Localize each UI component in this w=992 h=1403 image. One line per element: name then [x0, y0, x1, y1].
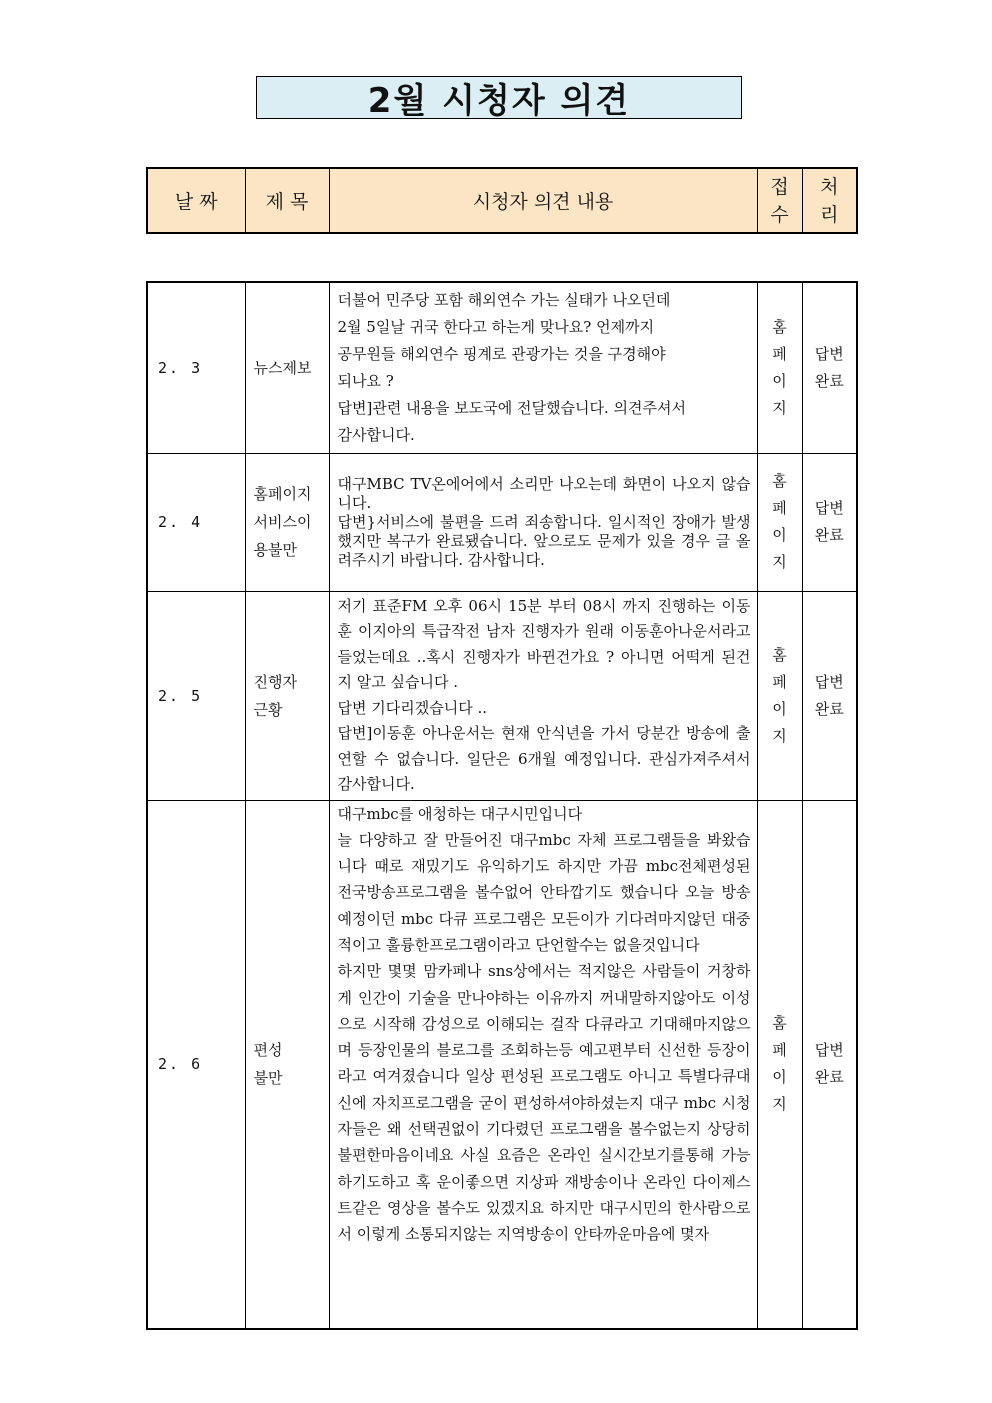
received-char: 페 — [772, 499, 787, 517]
header-date: 날 짜 — [147, 168, 245, 233]
content-line: 답변]관련 내용을 보도국에 전달했습니다. 의견주셔서 — [337, 398, 686, 417]
processed-line: 답변 — [814, 499, 844, 517]
header-processed-1: 처 — [820, 175, 839, 198]
received-char: 홈 — [772, 317, 787, 336]
row-content — [329, 800, 757, 1329]
content-line: 대구mbc를 애청하는 대구시민입니다 — [337, 804, 583, 823]
table-row — [147, 453, 857, 591]
header-subject: 제 목 — [245, 168, 329, 233]
header-received — [757, 168, 802, 233]
row-date: 2. 4 — [147, 453, 245, 591]
row-content — [329, 591, 757, 800]
content-line: 답변}서비스에 불편을 드려 죄송합니다. 일시적인 장애가 발생했지만 복구가 완료됐습니다. 앞으로도 문제가 있을 경우 글 올려주시기 바랍니다. 감사합니다. — [337, 512, 751, 569]
row-processed — [802, 282, 857, 453]
received-char: 홈 — [772, 1014, 787, 1033]
header-received-1: 접 — [770, 175, 789, 198]
row-received — [757, 591, 802, 800]
row-date: 2. 6 — [147, 800, 245, 1329]
content-line: 답변 기다리겠습니다 .. — [337, 698, 487, 717]
row-subject-line: 뉴스제보 — [253, 358, 312, 377]
opinions-table — [146, 281, 858, 1330]
processed-line: 완료 — [814, 699, 844, 718]
received-char: 이 — [772, 526, 787, 544]
processed-line: 답변 — [814, 1041, 844, 1060]
received-char: 지 — [772, 398, 787, 417]
row-subject-line: 편성 — [253, 1041, 283, 1060]
row-processed — [802, 453, 857, 591]
content-line: 되나요 ? — [337, 371, 394, 390]
content-line: 감사합니다. — [337, 425, 415, 444]
content-line: 2월 5일날 귀국 한다고 하는게 맞나요? 언제까지 — [337, 317, 655, 336]
row-subject — [245, 453, 329, 591]
row-content — [329, 453, 757, 591]
processed-line: 답변 — [814, 672, 844, 691]
content-line: 답변]이동훈 아나운서는 현재 안식년을 가서 당분간 방송에 출연할 수 없습니다. 일단은 6개월 예정입니다. 관심가져주셔서 감사합니다. — [337, 724, 751, 793]
row-subject-line: 근황 — [253, 700, 283, 719]
row-subject — [245, 282, 329, 453]
row-subject-line: 진행자 — [253, 672, 297, 691]
processed-line: 완료 — [814, 371, 844, 390]
header-processed — [802, 168, 857, 233]
header-received-2: 수 — [770, 203, 789, 226]
row-content — [329, 282, 757, 453]
table-row — [147, 591, 857, 800]
row-processed — [802, 800, 857, 1329]
received-char: 홈 — [772, 472, 787, 490]
received-char: 지 — [772, 553, 787, 571]
row-processed — [802, 591, 857, 800]
header-processed-2: 리 — [820, 203, 839, 226]
header-content: 시청자 의견 내용 — [329, 168, 757, 233]
received-char: 페 — [772, 1041, 787, 1060]
row-subject — [245, 800, 329, 1329]
processed-line: 완료 — [814, 526, 844, 544]
table-row — [147, 800, 857, 1329]
row-subject-line: 불만 — [253, 1069, 283, 1088]
row-subject-line: 서비스이 — [253, 513, 312, 531]
row-received — [757, 453, 802, 591]
content-line: 저기 표준FM 오후 06시 15분 부터 08시 까지 진행하는 이동훈 이지아의 특급작전 남자 진행자가 원래 이동훈아나운서라고 들었는데요 ..혹시 진행자가 바뀐건가요 ? 아니면 어떡게 된건지 알고 싶습니다 . — [337, 596, 751, 691]
content-line: 하지만 몇몇 맘카페나 sns상에서는 적지않은 사람들이 거창하게 인간이 기술을 만나야하는 이유까지 꺼내말하지않아도 이성으로 시작해 감성으로 이해되는 걸작 다큐라고 기대해마지않으며 등장인물의 블로그를 조회하는등 예고편부터 신선한 등장이라고 여겨졌습니다 일상 편성된 프로그램도 아니고 특별다큐대신에 자치프로그램을 굳이 편성하셔야하셨는지 대구 mbc 시청자들은 왜 선택권없이 기다렸던 프로그램을 볼수없는지 상당히 불편한마음이네요 사실 요즘은 온라인 실시간보기를통해 가능하기도하고 혹 운이좋으면 지상파 재방송이나 온라인 다이제스트같은 영상을 볼수도 있겠지요 하지만 대구시민의 한사람으로서 이렇게 소통되지않는 지역방송이 안타까운마음에 몇자 — [337, 962, 751, 1244]
content-line: 더불어 민주당 포함 해외연수 가는 실태가 나오던데 — [337, 290, 671, 309]
header-table — [146, 167, 858, 234]
content-line: 대구MBC TV온에어에서 소리만 나오는데 화면이 나오지 않습니다. — [337, 474, 751, 512]
received-char: 이 — [772, 699, 787, 718]
row-subject-line: 홈페이지 — [253, 485, 312, 503]
received-char: 이 — [772, 1068, 787, 1087]
row-received — [757, 282, 802, 453]
content-line: 공무원들 해외연수 핑계로 관광가는 것을 구경해야 — [337, 344, 666, 363]
received-char: 페 — [772, 344, 787, 363]
received-char: 홈 — [772, 645, 787, 664]
received-char: 페 — [772, 672, 787, 691]
received-char: 지 — [772, 726, 787, 745]
received-char: 지 — [772, 1095, 787, 1114]
processed-line: 완료 — [814, 1068, 844, 1087]
content-line: 늘 다양하고 잘 만들어진 대구mbc 자체 프로그램들을 봐왔습니다 때로 재밌기도 유익하기도 하지만 가끔 mbc전체편성된 전국방송프로그램을 볼수없어 안타깝기도 했습니다 오늘 방송예정이던 mbc 다큐 프로그램은 모든이가 기다려마지않던 대중적이고 훌륭한프로그램이라고 단언할수는 없을것입니다 — [337, 830, 751, 954]
row-subject — [245, 591, 329, 800]
table-row — [147, 282, 857, 453]
row-date: 2. 3 — [147, 282, 245, 453]
page-title: 2월 시청자 의견 — [256, 76, 742, 119]
received-char: 이 — [772, 371, 787, 390]
row-date: 2. 5 — [147, 591, 245, 800]
processed-line: 답변 — [814, 344, 844, 363]
row-subject-line: 용불만 — [253, 541, 297, 559]
row-received — [757, 800, 802, 1329]
